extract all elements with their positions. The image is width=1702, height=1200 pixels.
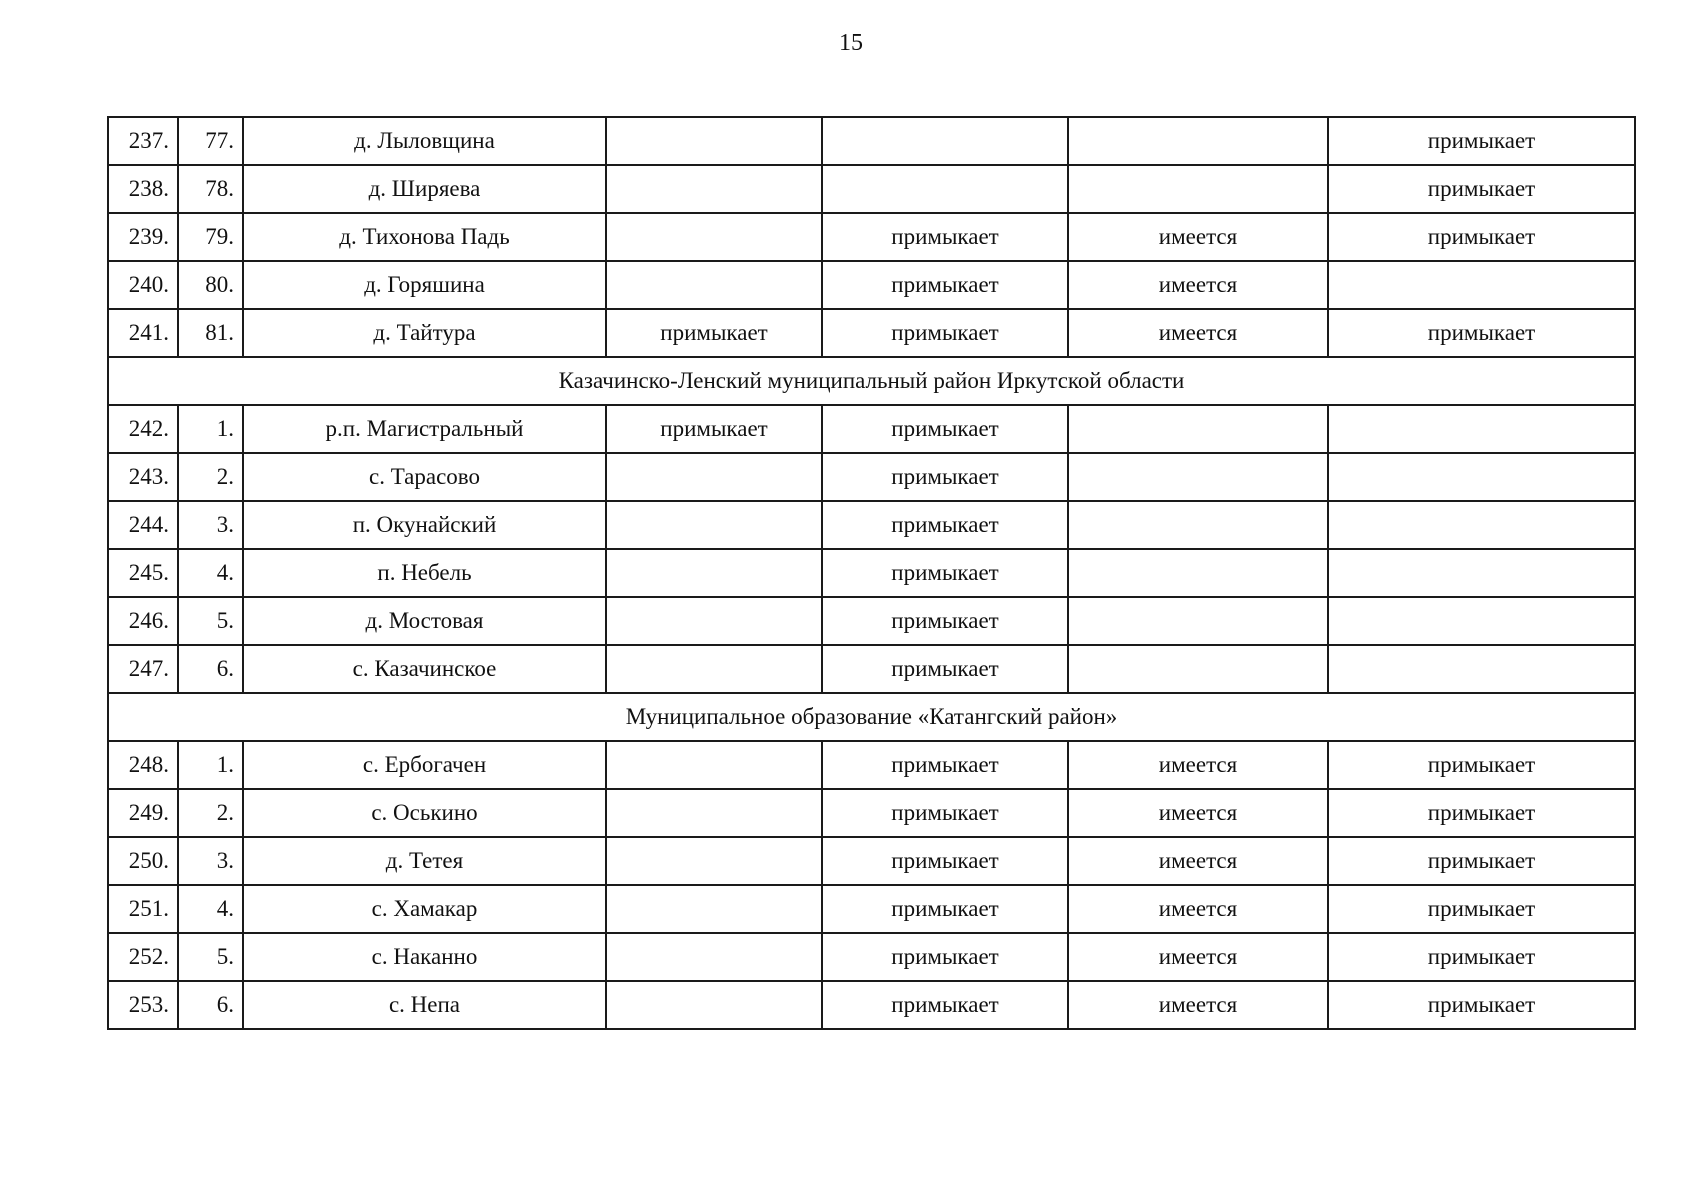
settlement-name-cell: с. Хамакар (243, 885, 606, 933)
settlement-name-cell: д. Лыловщина (243, 117, 606, 165)
status-cell-col5 (822, 117, 1068, 165)
settlement-name-cell: с. Оськино (243, 789, 606, 837)
status-cell-col4 (606, 261, 822, 309)
status-cell-col7 (1328, 405, 1635, 453)
status-cell-col7 (1328, 597, 1635, 645)
status-cell-col4 (606, 165, 822, 213)
status-cell-col6 (1068, 117, 1328, 165)
status-cell-col5 (822, 165, 1068, 213)
page-number: 15 (839, 30, 863, 56)
local-number-cell: 80. (178, 261, 243, 309)
settlement-name-cell: д. Тайтура (243, 309, 606, 357)
row-number-cell: 241. (108, 309, 178, 357)
status-cell-col6: имеется (1068, 981, 1328, 1029)
local-number-cell: 3. (178, 837, 243, 885)
status-cell-col4 (606, 645, 822, 693)
local-number-cell: 4. (178, 549, 243, 597)
status-cell-col6 (1068, 645, 1328, 693)
row-number-cell: 249. (108, 789, 178, 837)
local-number-cell: 2. (178, 453, 243, 501)
status-cell-col7: примыкает (1328, 165, 1635, 213)
status-cell-col4: примыкает (606, 405, 822, 453)
local-number-cell: 4. (178, 885, 243, 933)
status-cell-col6: имеется (1068, 933, 1328, 981)
table-row (108, 453, 1635, 501)
status-cell-col4 (606, 837, 822, 885)
status-cell-col7: примыкает (1328, 789, 1635, 837)
status-cell-col5: примыкает (822, 789, 1068, 837)
status-cell-col7 (1328, 453, 1635, 501)
settlements-table-body (108, 117, 1635, 1029)
table-row (108, 501, 1635, 549)
status-cell-col6: имеется (1068, 741, 1328, 789)
status-cell-col5: примыкает (822, 261, 1068, 309)
local-number-cell: 81. (178, 309, 243, 357)
status-cell-col4 (606, 501, 822, 549)
settlement-name-cell: п. Небель (243, 549, 606, 597)
table-row (108, 741, 1635, 789)
status-cell-col5: примыкает (822, 549, 1068, 597)
status-cell-col6: имеется (1068, 885, 1328, 933)
status-cell-col5: примыкает (822, 405, 1068, 453)
status-cell-col4 (606, 117, 822, 165)
local-number-cell: 78. (178, 165, 243, 213)
section-header-row (108, 693, 1635, 741)
table-row (108, 885, 1635, 933)
table-row (108, 309, 1635, 357)
table-row (108, 981, 1635, 1029)
status-cell-col6: имеется (1068, 789, 1328, 837)
settlement-name-cell: с. Ербогачен (243, 741, 606, 789)
status-cell-col5: примыкает (822, 741, 1068, 789)
status-cell-col6 (1068, 165, 1328, 213)
row-number-cell: 238. (108, 165, 178, 213)
status-cell-col4 (606, 933, 822, 981)
local-number-cell: 1. (178, 405, 243, 453)
table-row (108, 597, 1635, 645)
row-number-cell: 237. (108, 117, 178, 165)
status-cell-col6: имеется (1068, 213, 1328, 261)
table-row (108, 645, 1635, 693)
row-number-cell: 243. (108, 453, 178, 501)
status-cell-col4 (606, 789, 822, 837)
row-number-cell: 245. (108, 549, 178, 597)
row-number-cell: 246. (108, 597, 178, 645)
status-cell-col4: примыкает (606, 309, 822, 357)
status-cell-col7: примыкает (1328, 741, 1635, 789)
status-cell-col5: примыкает (822, 933, 1068, 981)
table-row (108, 405, 1635, 453)
settlement-name-cell: д. Ширяева (243, 165, 606, 213)
settlement-name-cell: д. Мостовая (243, 597, 606, 645)
status-cell-col5: примыкает (822, 501, 1068, 549)
row-number-cell: 250. (108, 837, 178, 885)
status-cell-col7: примыкает (1328, 933, 1635, 981)
local-number-cell: 2. (178, 789, 243, 837)
local-number-cell: 77. (178, 117, 243, 165)
status-cell-col5: примыкает (822, 837, 1068, 885)
section-title: Казачинско-Ленский муниципальный район Иркутской области (108, 357, 1635, 405)
table-row (108, 165, 1635, 213)
status-cell-col5: примыкает (822, 453, 1068, 501)
row-number-cell: 248. (108, 741, 178, 789)
local-number-cell: 6. (178, 981, 243, 1029)
status-cell-col7: примыкает (1328, 837, 1635, 885)
row-number-cell: 242. (108, 405, 178, 453)
settlement-name-cell: д. Тихонова Падь (243, 213, 606, 261)
table-row (108, 261, 1635, 309)
row-number-cell: 239. (108, 213, 178, 261)
status-cell-col4 (606, 597, 822, 645)
status-cell-col7 (1328, 645, 1635, 693)
status-cell-col5: примыкает (822, 981, 1068, 1029)
settlement-name-cell: д. Тетея (243, 837, 606, 885)
row-number-cell: 240. (108, 261, 178, 309)
settlement-name-cell: с. Казачинское (243, 645, 606, 693)
settlement-name-cell: п. Окунайский (243, 501, 606, 549)
status-cell-col7: примыкает (1328, 117, 1635, 165)
status-cell-col5: примыкает (822, 885, 1068, 933)
section-title: Муниципальное образование «Катангский район» (108, 693, 1635, 741)
table-row (108, 789, 1635, 837)
local-number-cell: 5. (178, 597, 243, 645)
table-row (108, 549, 1635, 597)
row-number-cell: 252. (108, 933, 178, 981)
table-row (108, 837, 1635, 885)
status-cell-col4 (606, 213, 822, 261)
local-number-cell: 79. (178, 213, 243, 261)
local-number-cell: 3. (178, 501, 243, 549)
status-cell-col6 (1068, 597, 1328, 645)
status-cell-col6: имеется (1068, 261, 1328, 309)
status-cell-col6: имеется (1068, 837, 1328, 885)
status-cell-col4 (606, 741, 822, 789)
table-row (108, 117, 1635, 165)
status-cell-col7: примыкает (1328, 213, 1635, 261)
status-cell-col5: примыкает (822, 213, 1068, 261)
settlement-name-cell: р.п. Магистральный (243, 405, 606, 453)
settlement-name-cell: д. Горяшина (243, 261, 606, 309)
status-cell-col5: примыкает (822, 309, 1068, 357)
status-cell-col7: примыкает (1328, 981, 1635, 1029)
status-cell-col7: примыкает (1328, 309, 1635, 357)
status-cell-col6 (1068, 549, 1328, 597)
status-cell-col6: имеется (1068, 309, 1328, 357)
row-number-cell: 247. (108, 645, 178, 693)
settlement-name-cell: с. Наканно (243, 933, 606, 981)
status-cell-col7 (1328, 501, 1635, 549)
row-number-cell: 251. (108, 885, 178, 933)
status-cell-col4 (606, 885, 822, 933)
row-number-cell: 244. (108, 501, 178, 549)
settlement-name-cell: с. Тарасово (243, 453, 606, 501)
status-cell-col7 (1328, 549, 1635, 597)
settlement-name-cell: с. Непа (243, 981, 606, 1029)
local-number-cell: 5. (178, 933, 243, 981)
status-cell-col6 (1068, 405, 1328, 453)
status-cell-col6 (1068, 501, 1328, 549)
status-cell-col7: примыкает (1328, 885, 1635, 933)
local-number-cell: 1. (178, 741, 243, 789)
status-cell-col4 (606, 981, 822, 1029)
row-number-cell: 253. (108, 981, 178, 1029)
section-header-row (108, 357, 1635, 405)
settlements-table (107, 116, 1636, 1030)
status-cell-col5: примыкает (822, 597, 1068, 645)
status-cell-col4 (606, 453, 822, 501)
local-number-cell: 6. (178, 645, 243, 693)
status-cell-col7 (1328, 261, 1635, 309)
status-cell-col4 (606, 549, 822, 597)
table-row (108, 213, 1635, 261)
table-row (108, 933, 1635, 981)
status-cell-col5: примыкает (822, 645, 1068, 693)
status-cell-col6 (1068, 453, 1328, 501)
